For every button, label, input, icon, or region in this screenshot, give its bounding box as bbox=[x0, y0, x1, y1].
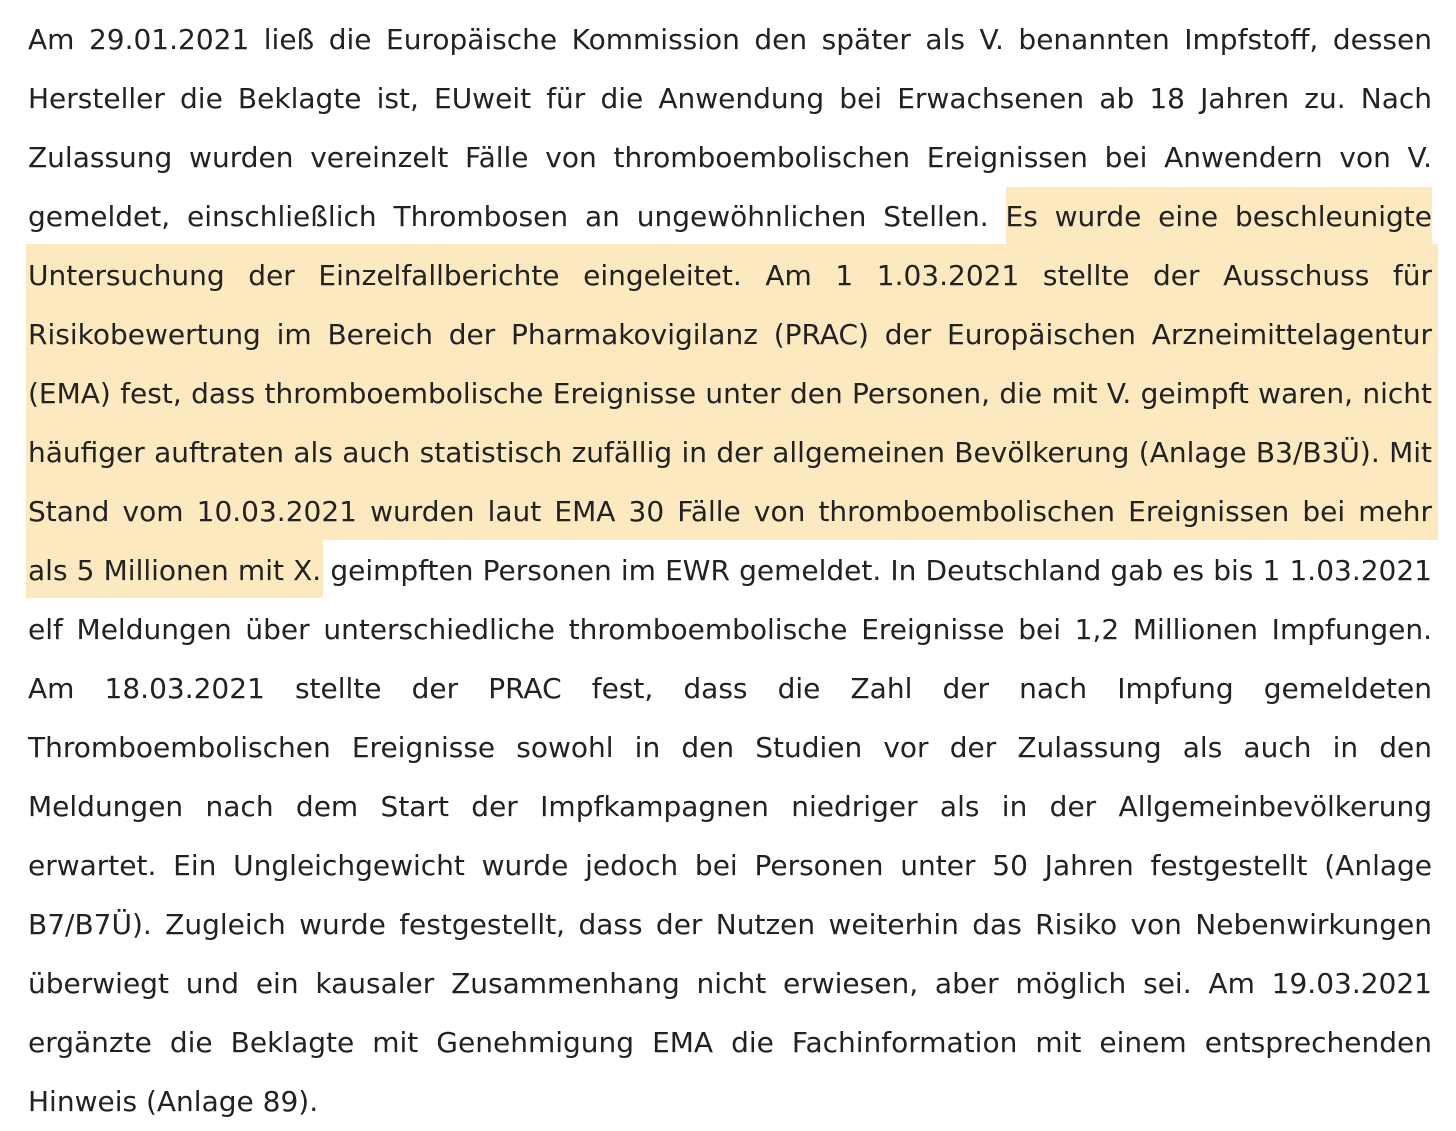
line-text: ergänzte die Beklagte mit Genehmigung EMA die Fachinformation mit einem entsprechenden bbox=[28, 1026, 1432, 1059]
line-text: Thromboembolischen Ereignisse sowohl in den Studien vor der Zulassung als auch in den bbox=[28, 731, 1432, 764]
paragraph-line bbox=[28, 600, 1432, 659]
line-text: Hersteller die Beklagte ist, EUweit für die Anwendung bei Erwachsenen ab 18 Jahren zu. Nach bbox=[28, 82, 1432, 115]
paragraph-line bbox=[28, 187, 1432, 246]
line-text: Zulassung wurden vereinzelt Fälle von thromboembolischen Ereignissen bei Anwendern von V. bbox=[28, 141, 1432, 174]
line-text: Hinweis (Anlage 89). bbox=[28, 1085, 319, 1118]
line-text: erwartet. Ein Ungleichgewicht wurde jedoch bei Personen unter 50 Jahren festgestellt (Anlage bbox=[28, 849, 1432, 882]
paragraph-line bbox=[28, 836, 1432, 895]
line-text: Meldungen nach dem Start der Impfkampagnen niedriger als in der Allgemeinbevölkerung bbox=[28, 790, 1432, 823]
paragraph-line-last bbox=[28, 1072, 1432, 1131]
paragraph-line bbox=[28, 423, 1432, 482]
line-text: Am 18.03.2021 stellte der PRAC fest, dass die Zahl der nach Impfung gemeldeten bbox=[28, 672, 1432, 705]
paragraph-line bbox=[28, 364, 1432, 423]
paragraph-line bbox=[28, 541, 1432, 600]
line-text: Am 29.01.2021 ließ die Europäische Kommission den später als V. benannten Impfstoff, dessen bbox=[28, 23, 1432, 56]
paragraph-line bbox=[28, 659, 1432, 718]
line-text: überwiegt und ein kausaler Zusammenhang nicht erwiesen, aber möglich sei. Am 19.03.2021 bbox=[28, 967, 1432, 1000]
paragraph-line bbox=[28, 718, 1432, 777]
paragraph-line bbox=[28, 1013, 1432, 1072]
paragraph-line bbox=[28, 128, 1432, 187]
highlighted-text: als 5 Millionen mit X. bbox=[28, 554, 322, 587]
paragraph-line bbox=[28, 954, 1432, 1013]
line-text: elf Meldungen über unterschiedliche thromboembolische Ereignisse bei 1,2 Millionen Impfungen. bbox=[28, 613, 1432, 646]
line-text: B7/B7Ü). Zugleich wurde festgestellt, dass der Nutzen weiterhin das Risiko von Nebenwirkungen bbox=[28, 908, 1432, 941]
highlighted-text: Stand vom 10.03.2021 wurden laut EMA 30 Fälle von thromboembolischen Ereignissen bei mehr bbox=[28, 495, 1432, 528]
highlighted-text: (EMA) fest, dass thromboembolische Ereignisse unter den Personen, die mit V. geimpft waren, nicht bbox=[28, 377, 1432, 410]
highlighted-text: Untersuchung der Einzelfallberichte eingeleitet. Am 1 1.03.2021 stellte der Ausschuss für bbox=[28, 259, 1432, 292]
paragraph-line bbox=[28, 69, 1432, 128]
highlighted-text: Es wurde eine beschleunigte bbox=[1005, 200, 1432, 233]
paragraph-line bbox=[28, 246, 1432, 305]
line-text: geimpften Personen im EWR gemeldet. In Deutschland gab es bis 1 1.03.2021 bbox=[321, 554, 1432, 587]
paragraph-line bbox=[28, 305, 1432, 364]
line-text: gemeldet, einschließlich Thrombosen an ungewöhnlichen Stellen. bbox=[28, 200, 1006, 233]
highlighted-text: häufiger auftraten als auch statistisch zufällig in der allgemeinen Bevölkerung (Anlage B3/B3Ü). Mit bbox=[28, 436, 1432, 469]
highlighted-text: Risikobewertung im Bereich der Pharmakovigilanz (PRAC) der Europäischen Arzneimittelagentur bbox=[28, 318, 1432, 351]
paragraph-line bbox=[28, 482, 1432, 541]
paragraph-line bbox=[28, 895, 1432, 954]
paragraph-line bbox=[28, 10, 1432, 69]
paragraph-line bbox=[28, 777, 1432, 836]
